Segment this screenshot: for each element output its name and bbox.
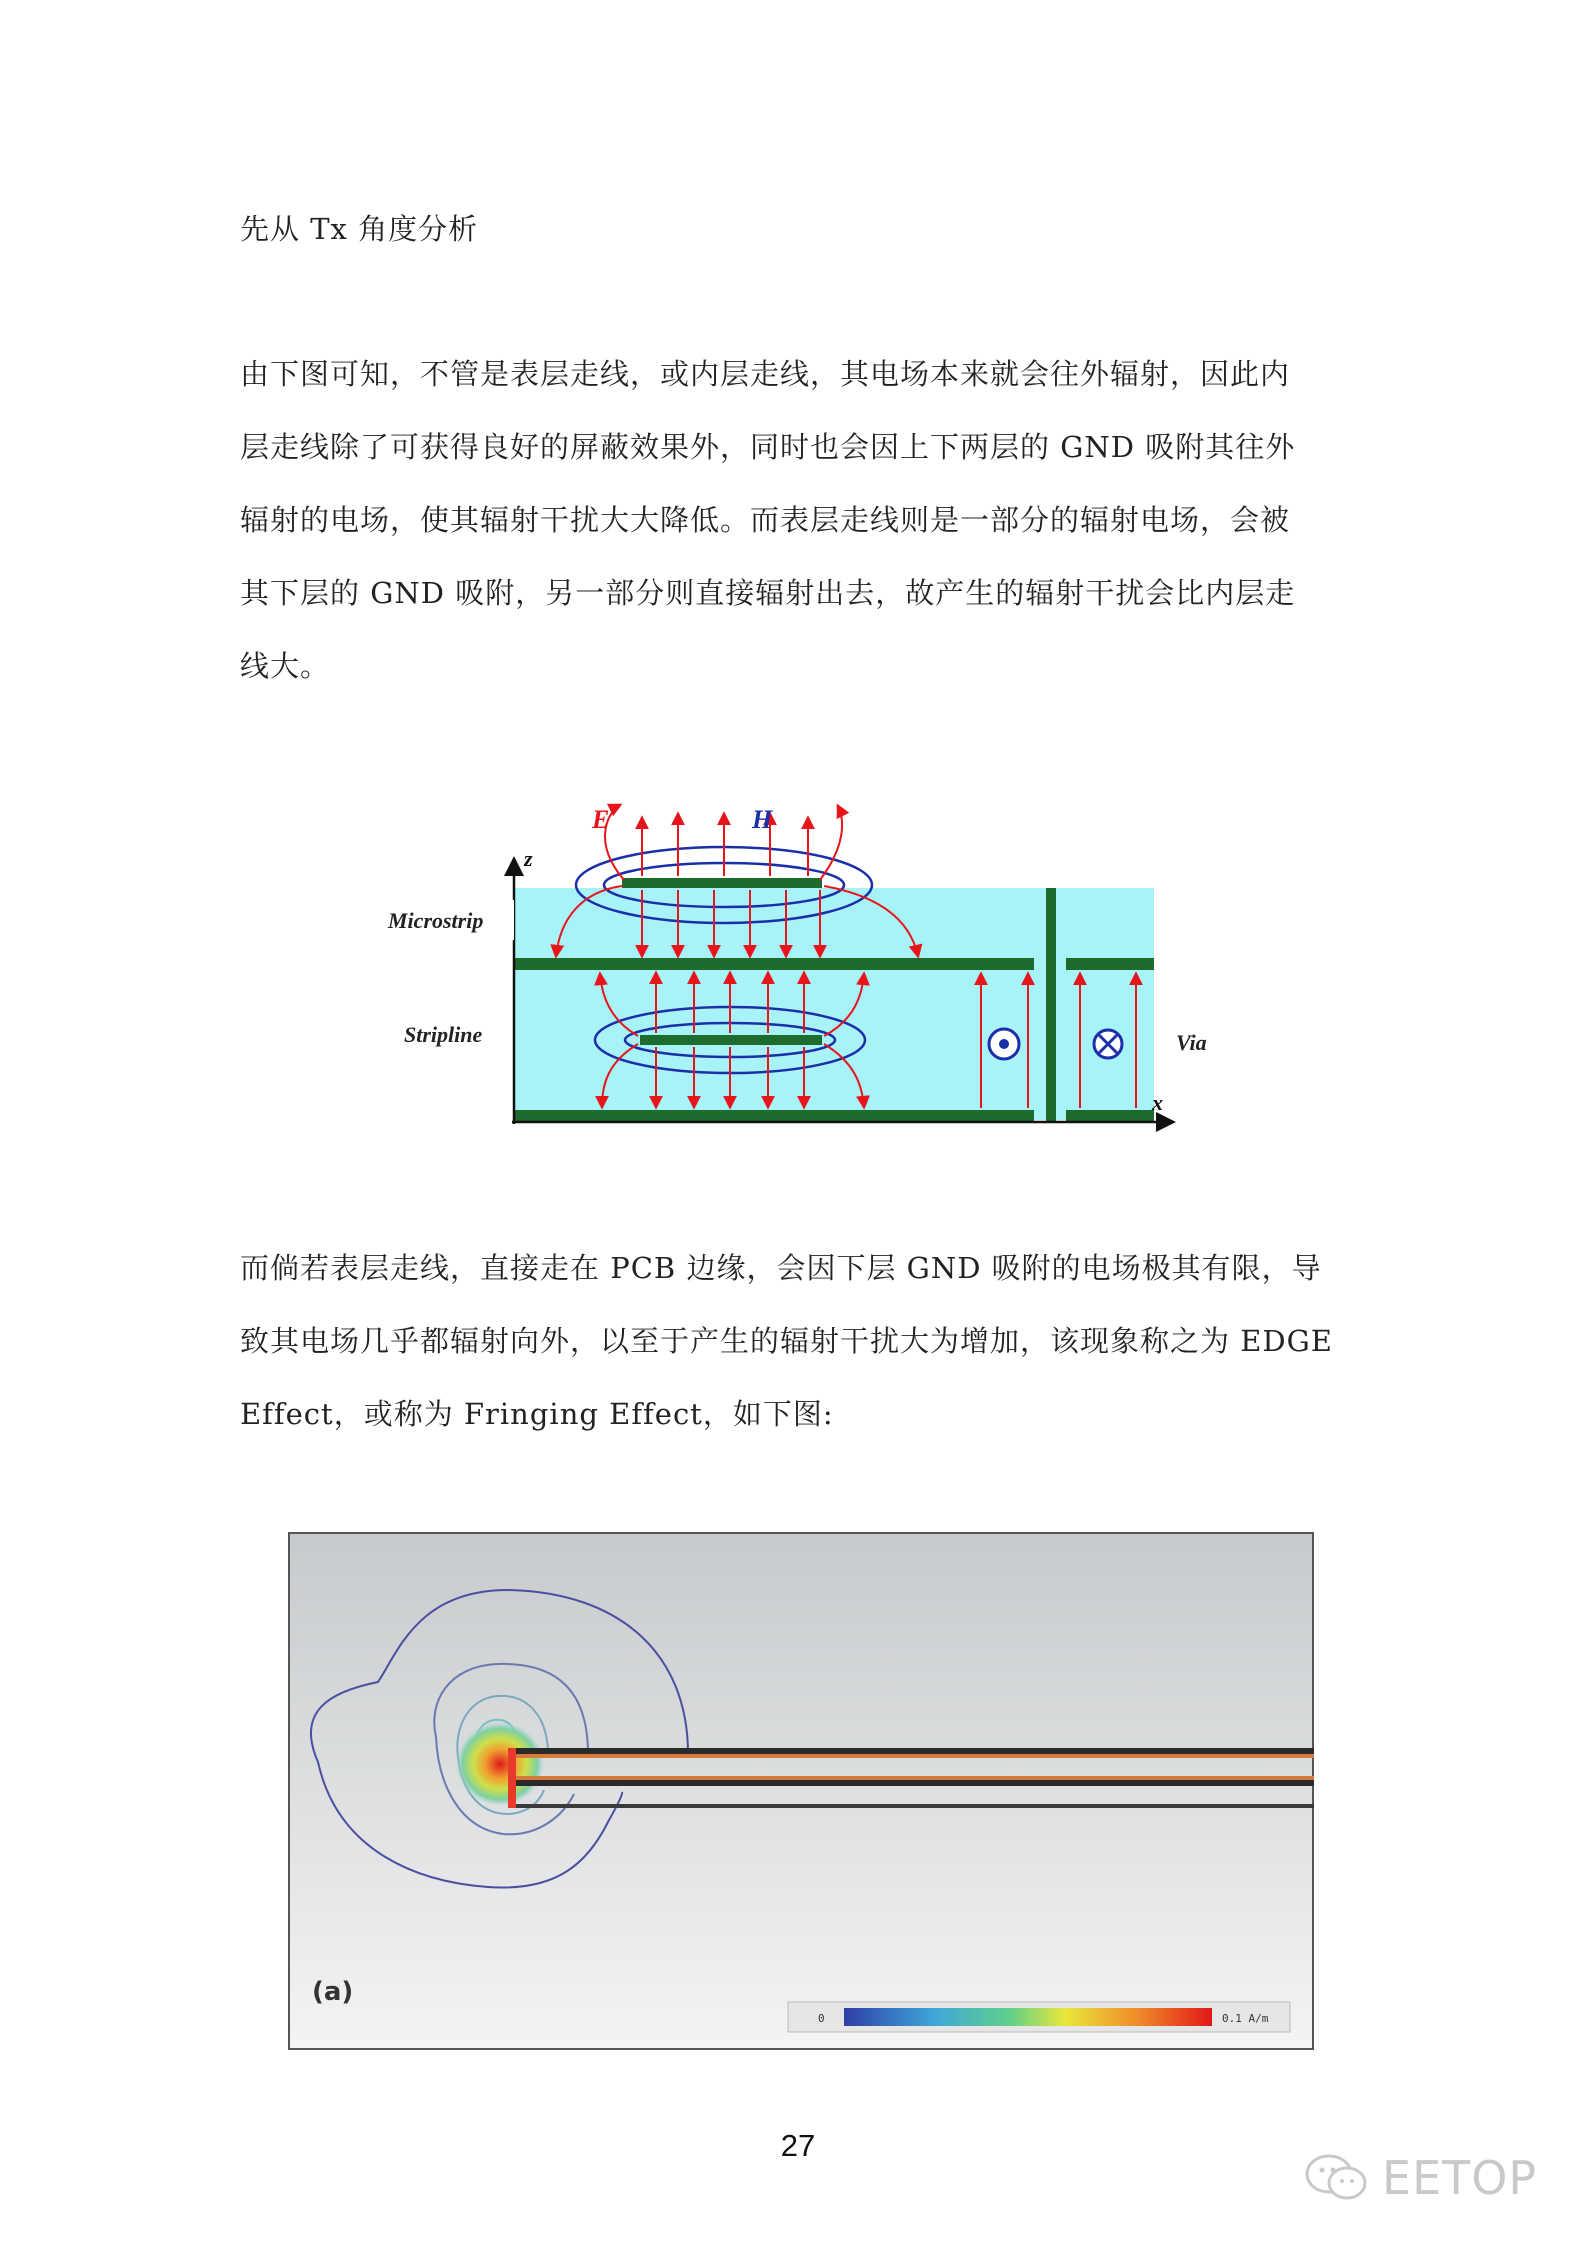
gnd-plane-mid-right <box>1066 958 1154 970</box>
field-diagram <box>380 800 1220 1140</box>
gnd-plane-bottom-left <box>514 1110 1034 1122</box>
page-number: 27 <box>780 2128 816 2163</box>
label-x: x <box>1152 1090 1163 1115</box>
gnd-plane-bottom-right <box>1066 1110 1154 1122</box>
label-z: z <box>524 846 533 871</box>
paragraph-line: Effect，或称为 Fringing Effect，如下图: <box>240 1397 834 1431</box>
gnd-plane-mid-left <box>514 958 1034 970</box>
watermark <box>1302 2138 1562 2218</box>
microstrip-trace <box>622 878 822 888</box>
paragraph-2 <box>240 1232 1360 1451</box>
via <box>1046 888 1056 1122</box>
fringing-field-simulation <box>288 1532 1314 2050</box>
wechat-icon <box>1302 2150 1372 2206</box>
stripline-trace <box>640 1035 822 1045</box>
section-heading: 先从 Tx 角度分析 <box>240 212 479 246</box>
paragraph-1 <box>240 338 1360 703</box>
paragraph-line: 而倘若表层走线，直接走在 PCB 边缘，会因下层 GND 吸附的电场极其有限，导 <box>240 1251 1322 1285</box>
colorbar <box>844 2008 1212 2026</box>
h-out-of-page-icon <box>989 1029 1019 1059</box>
h-into-page-icon <box>1094 1030 1122 1058</box>
label-stripline: Stripline <box>404 1022 483 1047</box>
colorbar-min: 0 <box>818 2012 825 2025</box>
panel-label: (a) <box>312 1977 354 2007</box>
paragraph-line: 由下图可知，不管是表层走线，或内层走线，其电场本来就会往外辐射，因此内 <box>240 357 1291 391</box>
label-h: H <box>752 805 773 834</box>
paragraph-line: 层走线除了可获得良好的屏蔽效果外，同时也会因上下两层的 GND 吸附其往外 <box>240 430 1296 464</box>
simulation-background <box>289 1533 1313 2049</box>
watermark-text: EETOP <box>1382 2151 1538 2205</box>
paragraph-line: 致其电场几乎都辐射向外，以至于产生的辐射干扰大为增加，该现象称之为 EDGE <box>240 1324 1333 1358</box>
label-microstrip: Microstrip <box>388 908 484 933</box>
paragraph-line: 其下层的 GND 吸附，另一部分则直接辐射出去，故产生的辐射干扰会比内层走 <box>240 576 1296 610</box>
colorbar-max: 0.1 A/m <box>1222 2012 1269 2025</box>
paragraph-line: 辐射的电场，使其辐射干扰大大降低。而表层走线则是一部分的辐射电场，会被 <box>240 503 1291 537</box>
paragraph-line: 线大。 <box>240 649 331 683</box>
dielectric-region <box>514 888 1154 1120</box>
field-hotspot <box>456 1722 544 1806</box>
label-via: Via <box>1176 1030 1207 1055</box>
label-e: E <box>592 805 610 834</box>
